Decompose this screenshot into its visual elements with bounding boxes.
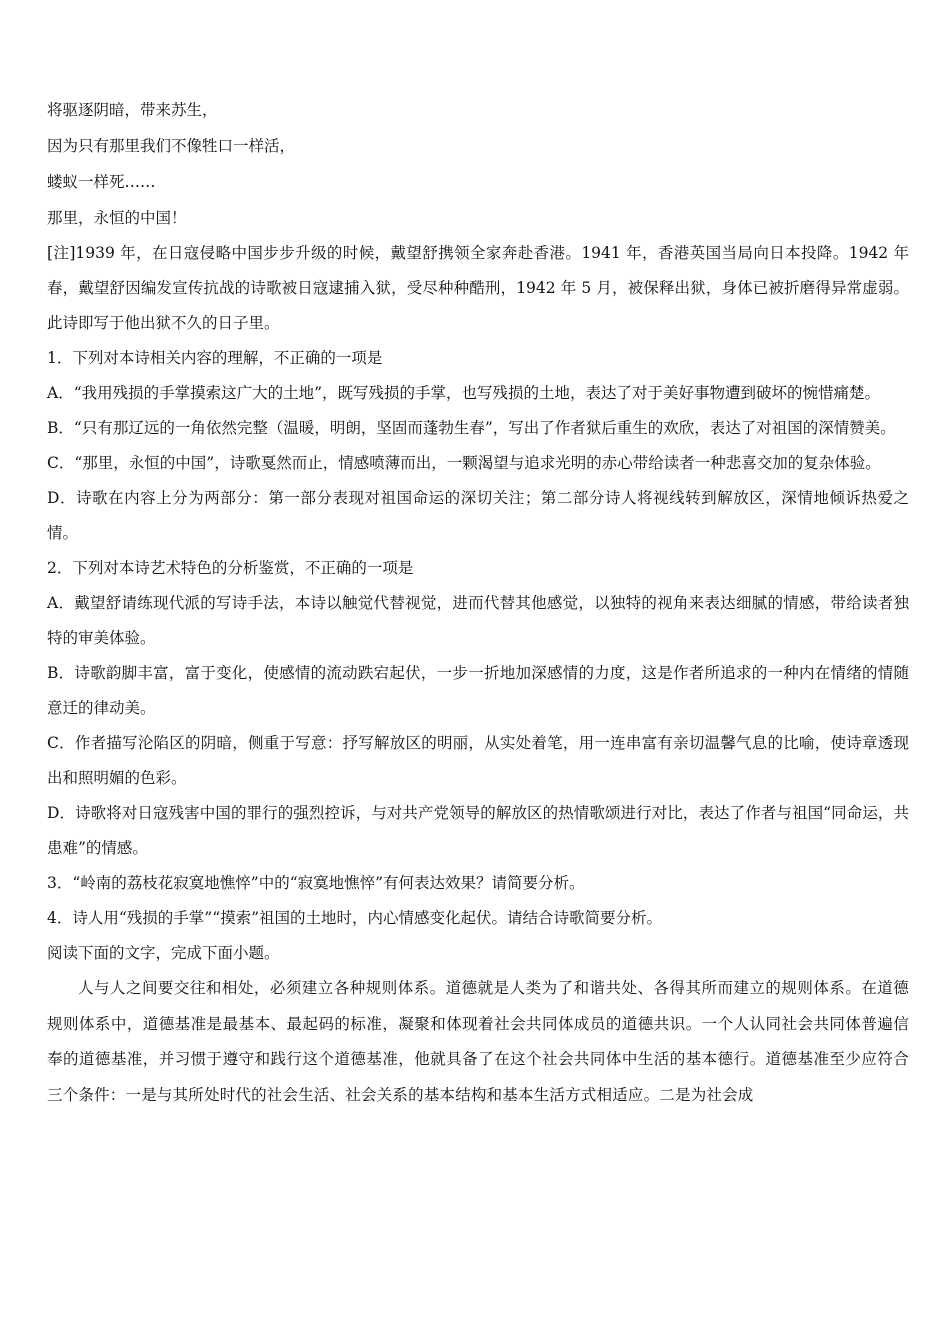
question-1-option-b: B．“只有那辽远的一角依然完整（温暖，明朗，坚固而蓬勃生春”，写出了作者狱后重生的欢欣，表达了对祖国的深情赞美。: [47, 419, 896, 437]
question-1-stem: 1．下列对本诗相关内容的理解，不正确的一项是: [47, 349, 383, 367]
poem-note: [注]1939 年，在日寇侵略中国步步升级的时候，戴望舒携领全家奔赴香港。1941 年，香港英国当局向日本投降。1942 年春，戴望舒因编发宣传抗战的诗歌被日寇逮捕入狱，受尽种种酷刑，1942 年 5 月，被保释出狱，身体已被折磨得异常虚弱。此诗即写于他出狱不久的日子里。: [47, 244, 909, 332]
question-2-stem: 2．下列对本诗艺术特色的分析鉴赏，不正确的一项是: [47, 559, 414, 577]
question-2-option-b: B．诗歌韵脚丰富，富于变化，使感情的流动跌宕起伏，一步一折地加深感情的力度，这是作者所追求的一种内在情绪的情随意迁的律动美。: [47, 664, 909, 717]
questions-section: [47, 236, 909, 971]
reading-passage: [47, 971, 909, 1113]
passage-paragraph: 人与人之间要交往和相处，必须建立各种规则体系。道德就是人类为了和谐共处、各得其所而建立的规则体系。在道德规则体系中，道德基准是最基本、最起码的标准，凝聚和体现着社会共同体成员的道德共识。一个人认同社会共同体普遍信奉的道德基准，并习惯于遵守和践行这个道德基准，他就具备了在这个社会共同体中生活的基本德行。道德基准至少应符合三个条件：一是与其所处时代的社会生活、社会关系的基本结构和基本生活方式相适应。二是为社会成: [47, 979, 909, 1104]
poem-excerpt: [47, 92, 909, 236]
question-2-option-a: A．戴望舒请练现代派的写诗手法，本诗以触觉代替视觉，进而代替其他感觉，以独特的视角来表达细腻的情感，带给读者独特的审美体验。: [47, 594, 909, 647]
question-1-option-c: C．“那里，永恒的中国”，诗歌戛然而止，情感喷薄而出，一颗渴望与追求光明的赤心带给读者一种悲喜交加的复杂体验。: [47, 454, 881, 472]
document-page: [47, 92, 909, 1113]
reading-instruction: 阅读下面的文字，完成下面小题。: [47, 944, 280, 962]
poem-line: 蝼蚁一样死……: [47, 173, 156, 191]
poem-line: 因为只有那里我们不像牲口一样活，: [47, 137, 296, 155]
question-2-option-d: D．诗歌将对日寇残害中国的罪行的强烈控诉，与对共产党领导的解放区的热情歌颂进行对比，表达了作者与祖国“同命运，共患难”的情感。: [47, 804, 909, 857]
question-1-option-a: A．“我用残损的手掌摸索这广大的土地”，既写残损的手掌，也写残损的土地，表达了对于美好事物遭到破坏的惋惜痛楚。: [47, 384, 881, 402]
question-4: 4．诗人用“残损的手掌”“摸索”祖国的土地时，内心情感变化起伏。请结合诗歌简要分析。: [47, 909, 663, 927]
poem-line: 将驱逐阴暗，带来苏生，: [47, 101, 218, 119]
poem-line: 那里，永恒的中国！: [47, 209, 187, 227]
question-3: 3．“岭南的荔枝花寂寞地憔悴”中的“寂寞地憔悴”有何表达效果？请简要分析。: [47, 874, 585, 892]
question-2-option-c: C．作者描写沦陷区的阴暗，侧重于写意：抒写解放区的明丽，从实处着笔，用一连串富有亲切温馨气息的比喻，使诗章透现出和照明媚的色彩。: [47, 734, 909, 787]
question-1-option-d: D．诗歌在内容上分为两部分：第一部分表现对祖国命运的深切关注；第二部分诗人将视线转到解放区，深情地倾诉热爱之情。: [47, 489, 909, 542]
